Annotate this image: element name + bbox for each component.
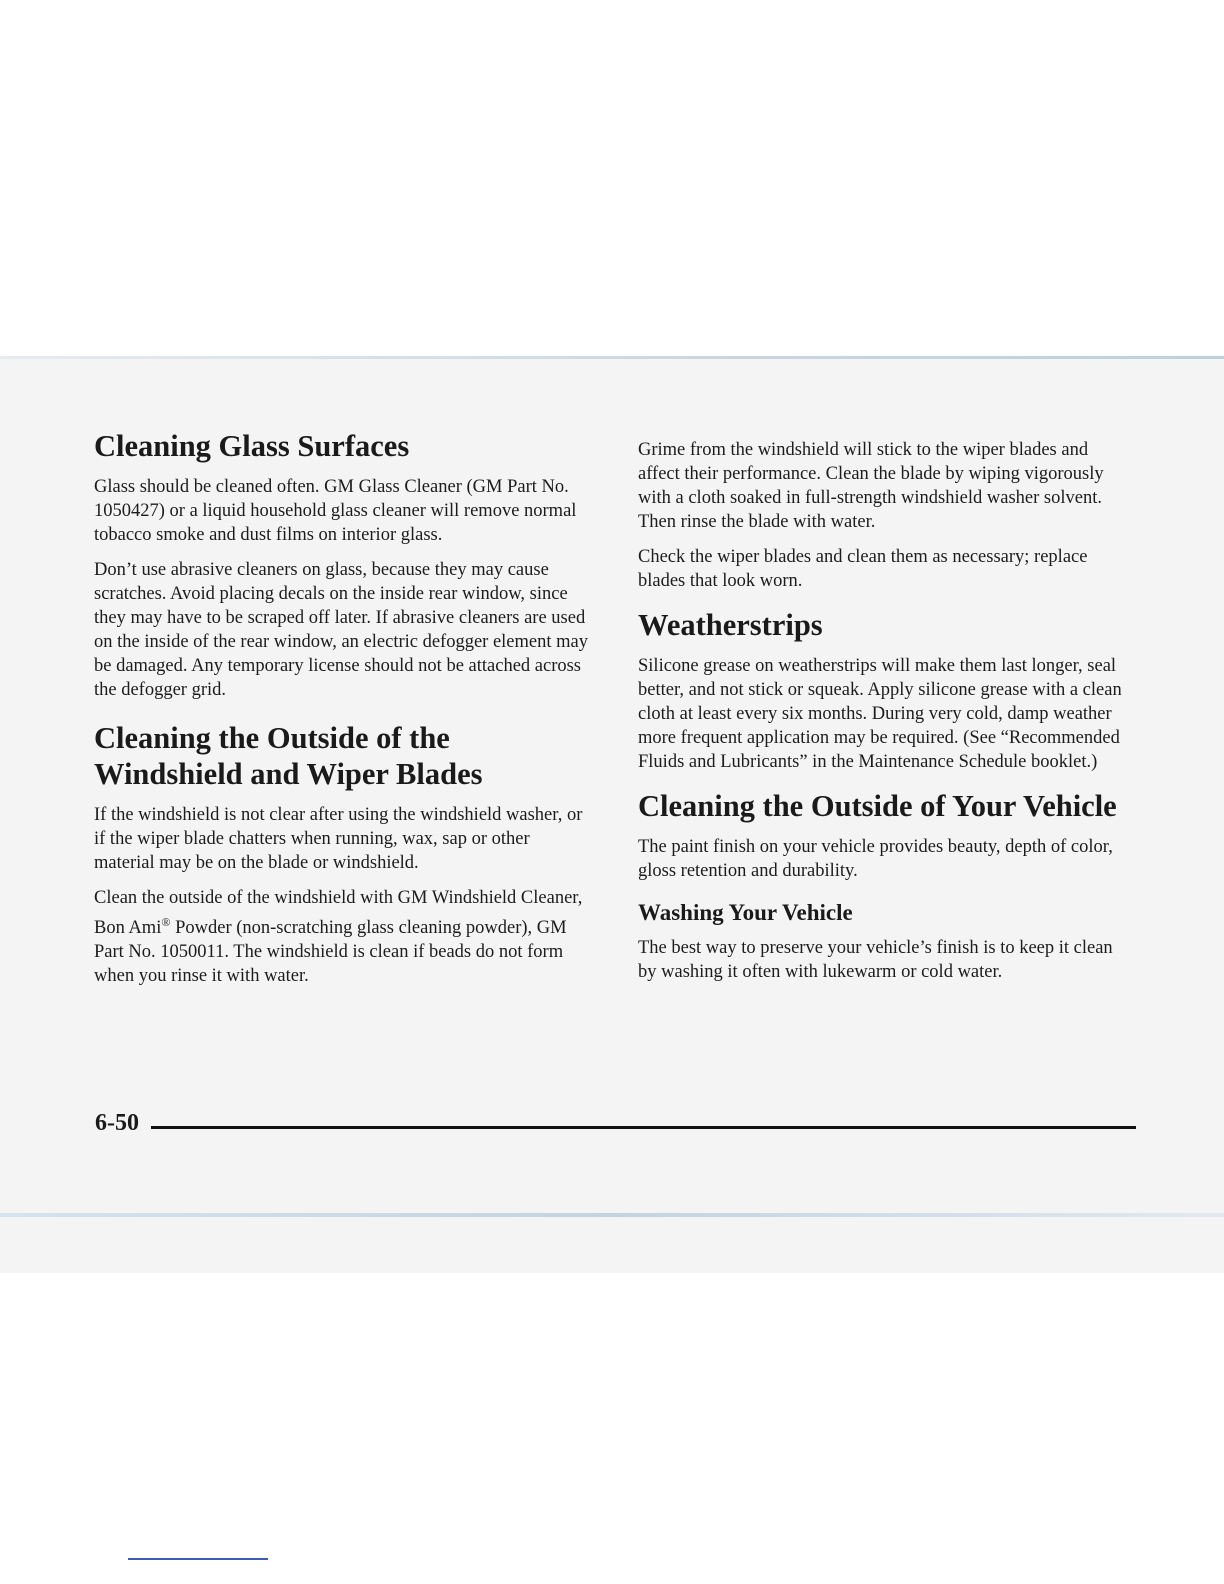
windshield-cleaner-text-start: Clean the outside of the windshield with GM Windshield Cleaner, Bon Ami (94, 888, 583, 939)
page-number: 6-50 (95, 1110, 139, 1136)
heading-cleaning-outside-vehicle: Cleaning the Outside of Your Vehicle (638, 789, 1117, 823)
footer-rule (151, 1126, 1136, 1129)
heading-cleaning-glass-surfaces: Cleaning Glass Surfaces (94, 429, 410, 463)
paragraph-windshield-not-clear: If the windshield is not clear after using the windshield washer, or if the wiper blade chatters when running, wax, sap or other material may be on the blade or windshield. (94, 805, 583, 873)
bottom-link-underline (128, 1558, 268, 1560)
right-column (638, 438, 1130, 995)
paragraph-washing-vehicle: The best way to preserve your vehicle’s finish is to keep it clean by washing it often with lukewarm or cold water. (638, 938, 1113, 982)
page-footer (95, 1108, 1140, 1138)
registered-trademark-symbol: ® (161, 915, 171, 929)
paragraph-paint-finish: The paint finish on your vehicle provides beauty, depth of color, gloss retention and durability. (638, 837, 1113, 881)
paragraph-abrasive-cleaners: Don’t use abrasive cleaners on glass, because they may cause scratches. Avoid placing decals on the inside rear window, since they may have to be scraped off later. If abrasive cleaners are used on the inside of the rear window, an electric defogger element may be damaged. Any temporary license should not be attached across the defogger grid. (94, 560, 588, 700)
paragraph-glass-cleaner: Glass should be cleaned often. GM Glass Cleaner (GM Part No. 1050427) or a liquid household glass cleaner will remove normal tobacco smoke and dust films on interior glass. (94, 477, 577, 545)
paragraph-check-wiper-blades: Check the wiper blades and clean them as necessary; replace blades that look worn. (638, 547, 1088, 591)
left-column (94, 428, 594, 999)
windshield-cleaner-text-end: Powder (non-scratching glass cleaning powder), GM Part No. 1050011. The windshield is clean if beads do not form when you rinse it with water. (94, 918, 567, 987)
scan-edge-bottom (0, 1213, 1224, 1217)
paragraph-weatherstrips: Silicone grease on weatherstrips will make them last longer, seal better, and not stick or squeak. Apply silicone grease with a clean cloth at least every six months. During very cold, damp weather more frequent application may be required. (See “Recommended Fluids and Lubricants” in the Maintenance Schedule booklet.) (638, 656, 1122, 772)
paragraph-wiper-grime: Grime from the windshield will stick to the wiper blades and affect their performance. Clean the blade by wiping vigorously with a cloth soaked in full-strength windshield washer solvent. Then rinse the blade with water. (638, 440, 1104, 532)
heading-cleaning-windshield-wipers: Cleaning the Outside of the Windshield and Wiper Blades (94, 721, 483, 791)
scan-edge-top (0, 356, 1224, 359)
heading-washing-your-vehicle: Washing Your Vehicle (638, 900, 853, 925)
heading-weatherstrips: Weatherstrips (638, 608, 823, 642)
paragraph-windshield-cleaner (94, 886, 594, 988)
